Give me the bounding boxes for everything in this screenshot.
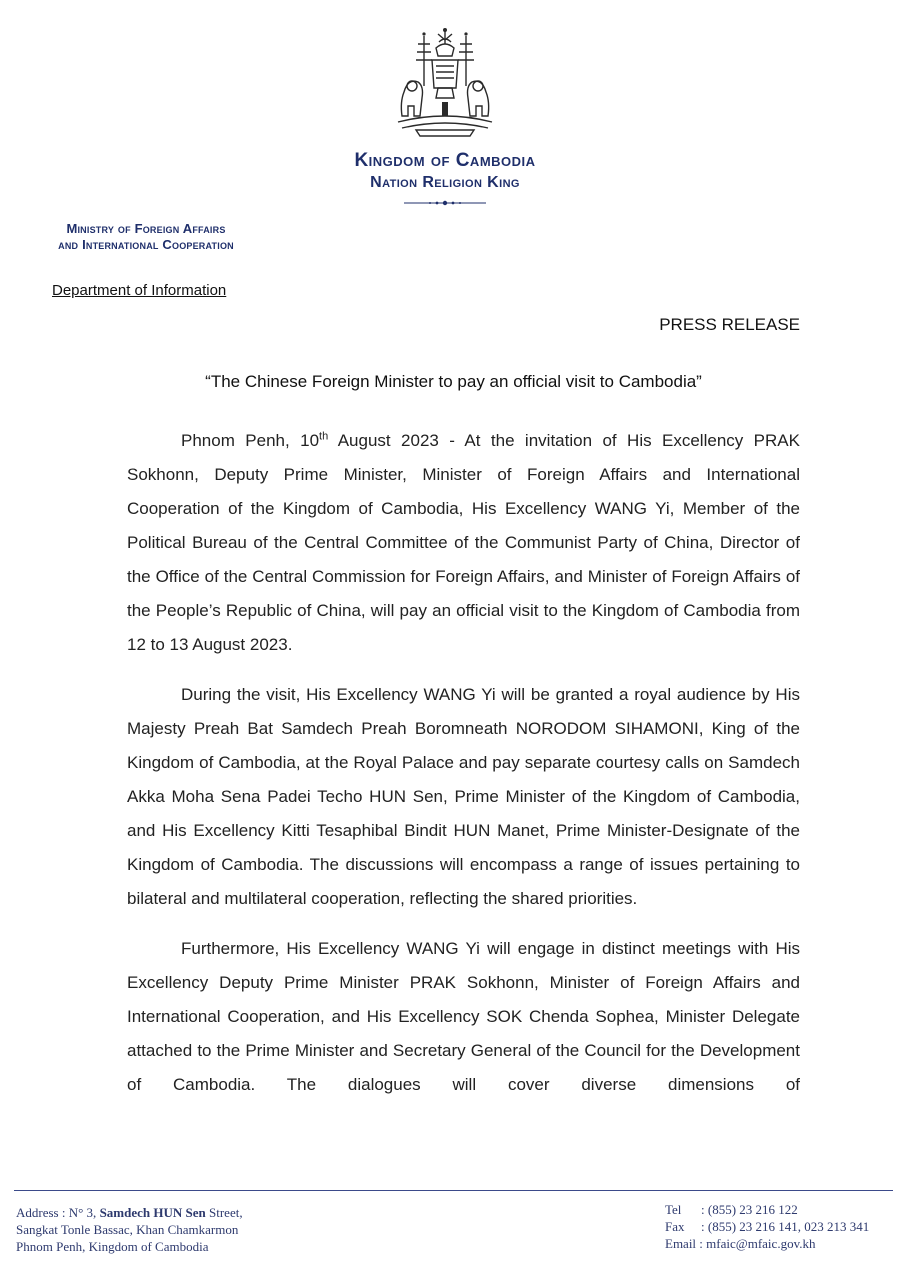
address-line-2: Sangkat Tonle Bassac, Khan Chamkarmon bbox=[16, 1222, 239, 1237]
email-row: Email : mfaic@mfaic.gov.kh bbox=[665, 1236, 816, 1251]
kingdom-header bbox=[300, 150, 590, 192]
national-motto: Nation Religion King bbox=[370, 174, 520, 191]
footer-divider bbox=[14, 1190, 893, 1191]
press-release-body bbox=[127, 424, 800, 1118]
press-release-headline: “The Chinese Foreign Minister to pay an official visit to Cambodia” bbox=[205, 372, 702, 391]
fax-row: Fax : (855) 23 216 141, 023 213 341 bbox=[665, 1219, 870, 1234]
tel-row: Tel : (855) 23 216 122 bbox=[665, 1202, 798, 1217]
email-link[interactable]: : mfaic@mfaic.gov.kh bbox=[696, 1236, 816, 1251]
footer-contact bbox=[665, 1201, 869, 1252]
paragraph-2: During the visit, His Excellency WANG Yi will be granted a royal audience by His Majesty Preah Bat Samdech Preah Boromneath NORODOM SIHAMONI, King of the Kingdom of Cambodia, at the Royal Palace and pay separate courtesy calls on Samdech Akka Moha Sena Padei Techo HUN Sen, Prime Minister of the Kingdom of Cambodia, and His Excellency Kitti Tesaphibal Bindit HUN Manet, Prime Minister-Designate of the Kingdom of Cambodia. The discussions will encompass a range of issues pertaining to bilateral and multilateral cooperation, reflecting the shared priorities. bbox=[127, 685, 800, 908]
ministry-name bbox=[12, 221, 280, 253]
ministry-line-1: Ministry of Foreign Affairs bbox=[66, 221, 226, 236]
address-line-1: Address : N° 3, Samdech HUN Sen Street, bbox=[16, 1205, 243, 1220]
paragraph-1: Phnom Penh, 10th August 2023 - At the invitation of His Excellency PRAK Sokhonn, Deputy Prime Minister, Minister of Foreign Affairs and International Cooperation of the Kingdom of Cambodia, His Excellency WANG Yi, Member of the Political Bureau of the Central Committee of the Communist Party of China, Director of the Office of the Central Commission for Foreign Affairs, and Minister of Foreign Affairs of the People’s Republic of China, will pay an official visit to the Kingdom of Cambodia from 12 to 13 August 2023. bbox=[127, 430, 800, 654]
address-line-3: Phnom Penh, Kingdom of Cambodia bbox=[16, 1239, 209, 1254]
paragraph-3: Furthermore, His Excellency WANG Yi will engage in distinct meetings with His Excellency Deputy Prime Minister PRAK Sokhonn, Minister of Foreign Affairs and International Cooperation, and His Excellency SOK Chenda Sophea, Minister Delegate attached to the Prime Minister and Secretary General of the Council for the Development of Cambodia. The dialogues will cover diverse dimensions of bbox=[127, 939, 800, 1094]
ministry-line-2: and International Cooperation bbox=[58, 237, 234, 252]
divider-ornament-icon bbox=[400, 198, 490, 208]
royal-arms-emblem-icon bbox=[386, 26, 504, 140]
department-label: Department of Information bbox=[52, 282, 227, 299]
kingdom-title: Kingdom of Cambodia bbox=[354, 150, 536, 171]
footer-address bbox=[16, 1204, 243, 1255]
document-type-label: PRESS RELEASE bbox=[659, 315, 800, 334]
